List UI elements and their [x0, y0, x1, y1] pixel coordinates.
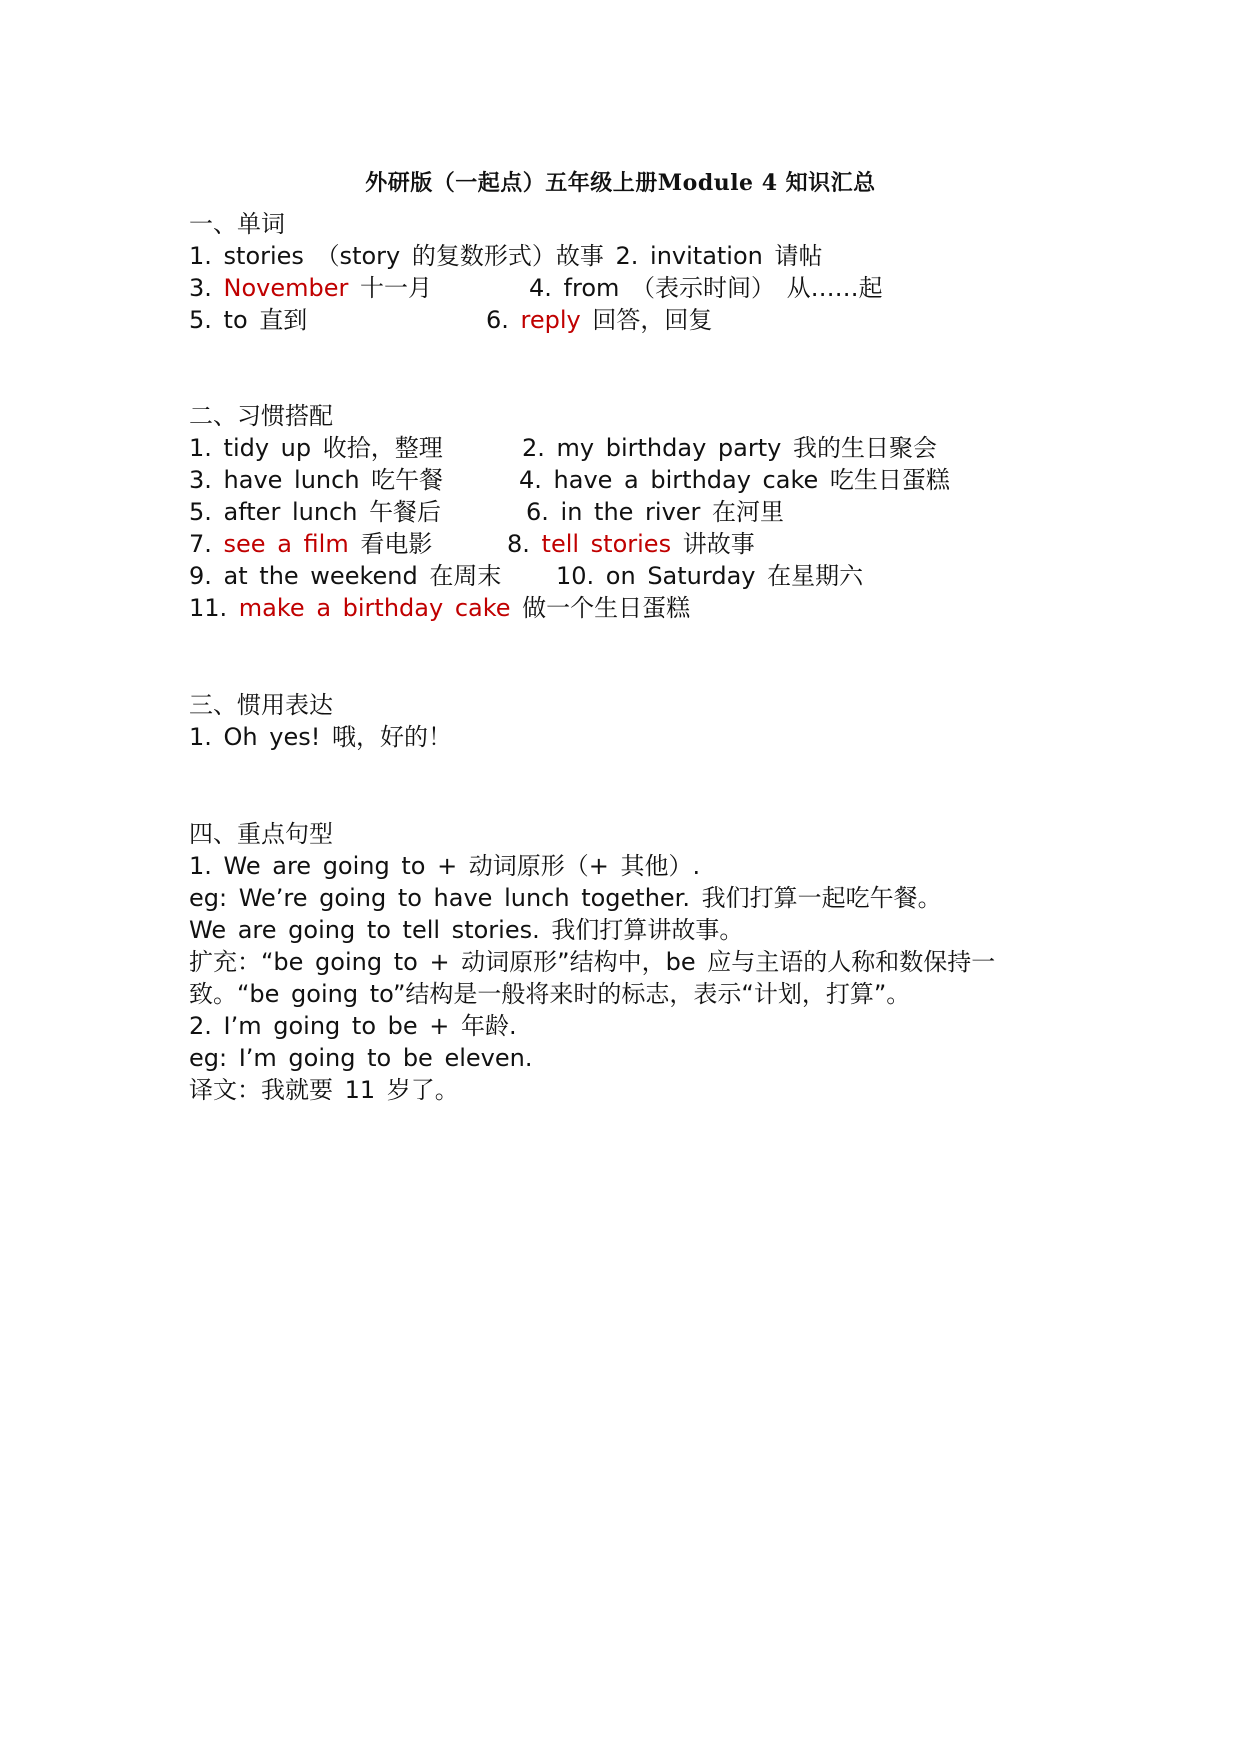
- sentence-line: 致。“be going to”结构是一般将来时的标志，表示“计划，打算”。: [189, 980, 911, 1008]
- phrase-col2: [556, 560, 863, 592]
- phrase-item: on Saturday 在星期六: [605, 562, 864, 590]
- vocab-item: invitation 请帖: [650, 242, 823, 270]
- sentence-line: We are going to tell stories. 我们打算讲故事。: [189, 916, 744, 944]
- section-heading-vocab: 一、单词: [189, 210, 285, 238]
- list-number: 9.: [189, 562, 224, 590]
- list-number: 6.: [526, 498, 561, 526]
- vocab-item: 十一月: [348, 274, 433, 302]
- vocab-row-3: [189, 304, 1089, 336]
- list-number: 2.: [615, 242, 651, 270]
- list-number: 1.: [189, 242, 224, 270]
- phrase-col2: [522, 432, 937, 464]
- list-number: 6.: [486, 306, 521, 334]
- sentence-line: 1. We are going to + 动词原形（+ 其他）.: [189, 852, 701, 880]
- list-number: 7.: [189, 530, 224, 558]
- phrase-highlight: make a birthday cake: [238, 594, 511, 622]
- section-heading-sentences: 四、重点句型: [189, 820, 333, 848]
- phrase-item: 看电影: [348, 530, 433, 558]
- phrase-col2: [519, 464, 950, 496]
- sentence-line: eg: I’m going to be eleven.: [189, 1044, 533, 1072]
- vocab-item: stories （story 的复数形式）故事: [223, 242, 604, 270]
- list-number: 3.: [189, 274, 224, 302]
- phrase-highlight: tell stories: [541, 530, 672, 558]
- phrase-col2: [526, 496, 784, 528]
- phrase-row-3: [189, 496, 1089, 528]
- phrase-row-2: [189, 464, 1089, 496]
- sentence-line: 译文：我就要 11 岁了。: [189, 1076, 459, 1104]
- vocab-highlight: November: [223, 274, 349, 302]
- vocab-highlight: reply: [520, 306, 581, 334]
- section-heading-expressions: 三、惯用表达: [189, 691, 333, 719]
- phrase-item: tidy up 收拾，整理: [223, 434, 443, 462]
- phrase-item: in the river 在河里: [560, 498, 785, 526]
- list-number: 4.: [519, 466, 554, 494]
- page-title: 外研版（一起点）五年级上册Module 4 知识汇总: [365, 170, 876, 196]
- phrase-highlight: see a film: [223, 530, 349, 558]
- vocab-item: to 直到: [223, 306, 308, 334]
- list-number: 5.: [189, 498, 224, 526]
- section-heading-phrases: 二、习惯搭配: [189, 402, 333, 430]
- list-number: 1.: [189, 434, 224, 462]
- phrase-col2: [507, 528, 755, 560]
- list-number: 2.: [522, 434, 557, 462]
- list-number: 1.: [189, 723, 224, 751]
- vocab-col2: [486, 304, 712, 336]
- list-number: 8.: [507, 530, 542, 558]
- phrase-item: have a birthday cake 吃生日蛋糕: [553, 466, 950, 494]
- phrase-item: 讲故事: [671, 530, 755, 558]
- expression-item: Oh yes! 哦，好的！: [223, 723, 452, 751]
- vocab-col2: [529, 272, 883, 304]
- list-number: 11.: [189, 594, 239, 622]
- vocab-item: 回答，回复: [580, 306, 713, 334]
- phrase-item: have lunch 吃午餐: [223, 466, 444, 494]
- expression-row-1: [189, 721, 452, 753]
- list-number: 10.: [556, 562, 606, 590]
- sentence-line: eg: We’re going to have lunch together. 我们打算一起吃午餐。: [189, 884, 942, 912]
- sentence-line: 2. I’m going to be + 年龄.: [189, 1012, 517, 1040]
- list-number: 4.: [529, 274, 564, 302]
- phrase-item: after lunch 午餐后: [223, 498, 442, 526]
- list-number: 3.: [189, 466, 224, 494]
- phrase-item: my birthday party 我的生日聚会: [556, 434, 937, 462]
- list-number: 5.: [189, 306, 224, 334]
- phrase-item: at the weekend 在周末: [223, 562, 502, 590]
- phrase-row-6: [189, 592, 690, 624]
- phrase-row-1: [189, 432, 1089, 464]
- sentence-line: 扩充：“be going to + 动词原形”结构中，be 应与主语的人称和数保持一: [189, 948, 996, 976]
- phrase-row-4: [189, 528, 1089, 560]
- phrase-item: 做一个生日蛋糕: [510, 594, 691, 622]
- vocab-row-2: [189, 272, 1089, 304]
- vocab-item: from （表示时间） 从……起: [563, 274, 883, 302]
- phrase-row-5: [189, 560, 1089, 592]
- vocab-row-1: [189, 240, 823, 272]
